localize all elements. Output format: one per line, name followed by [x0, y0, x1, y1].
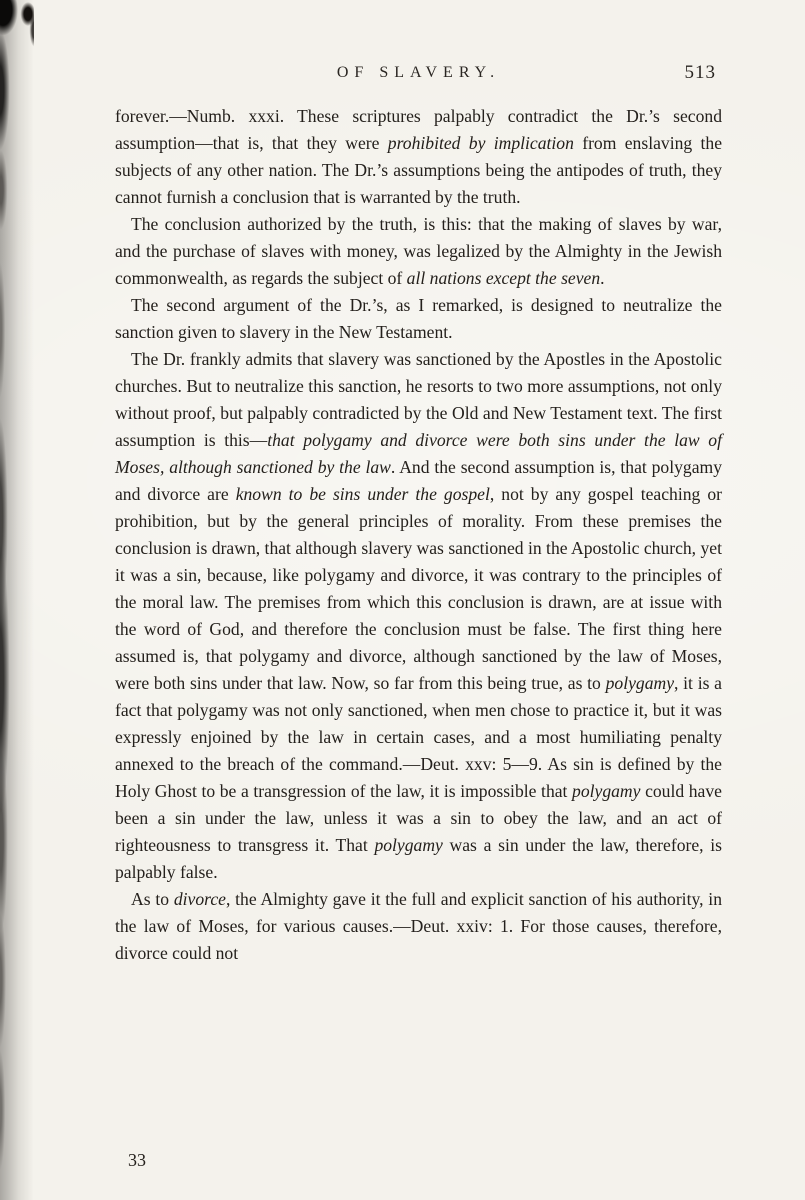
italic-text-segment: that polygamy and divorce were both sins under the law of Moses, although sanctioned by the law	[115, 430, 722, 477]
paragraph	[115, 886, 722, 967]
footer-signature-number: 33	[128, 1150, 146, 1170]
text-segment: forever.—Numb. xxxi. These scriptures palpably contradict the Dr.’s second assumption—that is, that they were	[115, 106, 722, 153]
italic-text-segment: polygamy	[374, 835, 443, 855]
text-segment: was a sin under the law, therefore, is palpably false.	[115, 835, 722, 882]
italic-text-segment: prohibited by implication	[387, 133, 574, 153]
text-segment: . And the second assumption is, that polygamy and divorce are	[115, 457, 722, 504]
text-segment: As to	[131, 889, 174, 909]
paragraph	[115, 211, 722, 292]
italic-text-segment: known to be sins under the gospel	[235, 484, 490, 504]
text-segment: The conclusion authorized by the truth, is this: that the making of slaves by war, and the purchase of slaves with money, was legalized by the Almighty in the Jewish commonwealth, as regards the subject of	[115, 214, 722, 288]
text-segment: , not by any gospel teaching or prohibition, but by the general principles of morality. From these premises the conclusion is drawn, that although slavery was sanctioned in the Apostolic church, yet it was a sin, because, like polygamy and divorce, it was contrary to the principles of the moral law. The premises from which this conclusion is drawn, are at issue with the word of God, and therefore the conclusion must be false. The first thing here assumed is, that polygamy and divorce, although sanctioned by the law of Moses, were both sins under that law. Now, so far from this being true, as to	[115, 484, 722, 693]
paragraph	[115, 346, 722, 886]
scan-binding-edge-artifact	[0, 0, 34, 1200]
paragraph	[115, 103, 722, 211]
page-number: 513	[684, 62, 716, 83]
paragraph	[115, 292, 722, 346]
italic-text-segment: polygamy	[572, 781, 641, 801]
italic-text-segment: all nations except the seven	[406, 268, 601, 288]
running-header-title: OF SLAVERY.	[336, 64, 501, 81]
text-segment: .	[600, 268, 605, 288]
text-segment: The Dr. frankly admits that slavery was sanctioned by the Apostles in the Apostolic churches. But to neutralize this sanction, he resorts to two more assumptions, not only without proof, but palpably contradicted by the Old and New Testament text. The first assumption is this—	[115, 349, 722, 450]
page-body	[115, 103, 722, 967]
text-segment: , the Almighty gave it the full and explicit sanction of his authority, in the law of Moses, for various causes.—Deut. xxiv: 1. For those causes, therefore, divorce could not	[115, 889, 722, 963]
text-segment: could have been a sin under the law, unless it was a sin to obey the law, and an act of righteousness to transgress it. That	[115, 781, 722, 855]
italic-text-segment: polygamy	[605, 673, 675, 693]
text-segment: from enslaving the subjects of any other nation. The Dr.’s assumptions being the antipodes of truth, they cannot furnish a conclusion that is warranted by the truth.	[115, 133, 723, 207]
text-segment: , it is a fact that polygamy was not only sanctioned, when men chose to practice it, but it was expressly enjoined by the law in certain cases, and a most humiliating penalty annexed to the breach of the command.—Deut. xxv: 5—9. As sin is defined by the Holy Ghost to be a transgression of the law, it is impossible that	[115, 673, 722, 801]
italic-text-segment: divorce	[173, 889, 226, 909]
page-header	[115, 64, 722, 90]
text-segment: The second argument of the Dr.’s, as I remarked, is designed to neutralize the sanction given to slavery in the New Testament.	[115, 295, 722, 342]
